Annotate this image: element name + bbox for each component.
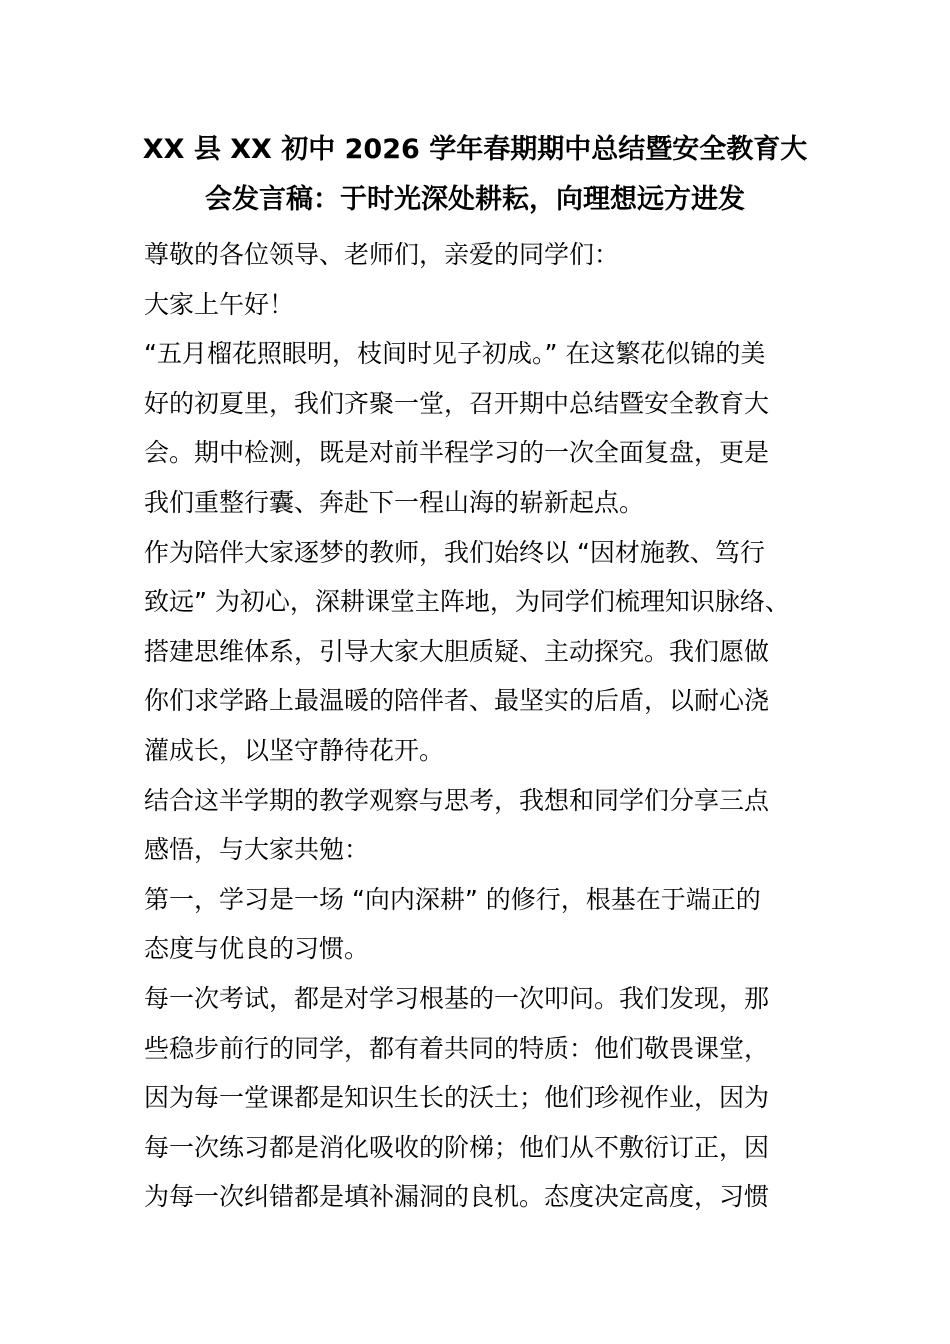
body-line: 好的初夏里，我们齐聚一堂，召开期中总结暨安全教育大 [144,388,770,418]
document-title-line-1: XX 县 XX 初中 2026 学年春期期中总结暨安全教育大 [142,134,808,165]
body-line: 态度与优良的习惯。 [144,934,370,964]
document-body [144,230,824,1222]
body-line: 灌成长，以坚守静待花开。 [144,735,445,765]
body-line: 搭建思维体系，引导大家大胆质疑、主动探究。我们愿做 [144,636,770,666]
body-line: 每一次考试，都是对学习根基的一次叩问。我们发现，那 [144,983,770,1013]
body-line: 结合这半学期的教学观察与思考，我想和同学们分享三点 [144,785,770,815]
body-line: 作为陪伴大家逐梦的教师，我们始终以 “因材施教、笃行 [144,537,765,567]
body-line: “五月榴花照眼明，枝间时见子初成。” 在这繁花似锦的美 [144,339,766,369]
body-line: 每一次练习都是消化吸收的阶梯；他们从不敷衍订正，因 [144,1132,770,1162]
body-line: 会。期中检测，既是对前半程学习的一次全面复盘，更是 [144,438,770,468]
body-line: 大家上午好！ [144,289,295,319]
body-line: 因为每一堂课都是知识生长的沃土；他们珍视作业，因为 [144,1083,770,1113]
body-line: 你们求学路上最温暖的陪伴者、最坚实的后盾，以耐心浇 [144,686,770,716]
body-line: 致远” 为初心，深耕课堂主阵地，为同学们梳理知识脉络、 [144,587,790,617]
body-line: 尊敬的各位领导、老师们，亲爱的同学们： [144,240,620,269]
body-line: 第一，学习是一场 “向内深耕” 的修行，根基在于端正的 [144,884,761,914]
document-title-line-2: 会发言稿：于时光深处耕耘，向理想远方进发 [205,184,745,215]
body-line: 感悟，与大家共勉： [144,835,370,865]
body-line: 我们重整行囊、奔赴下一程山海的崭新起点。 [144,487,645,517]
body-line: 些稳步前行的同学，都有着共同的特质：他们敬畏课堂， [144,1033,770,1063]
body-line: 为每一次纠错都是填补漏洞的良机。态度决定高度，习惯 [144,1182,770,1212]
